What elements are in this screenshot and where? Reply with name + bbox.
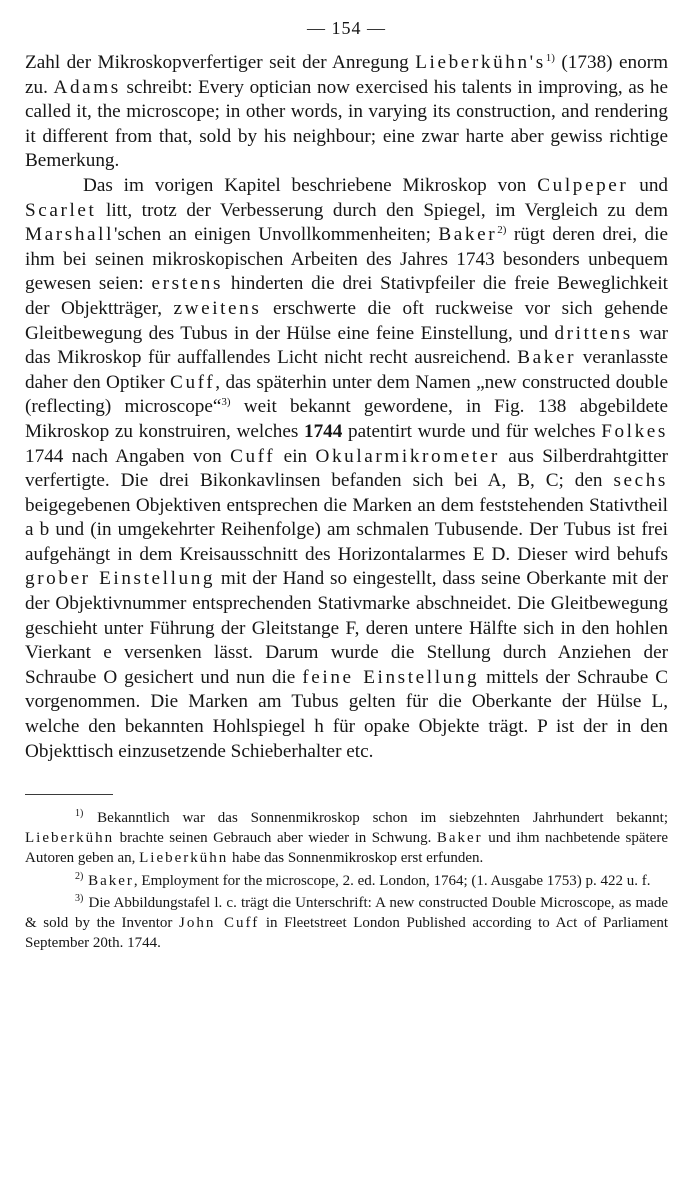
- footnote-3: [25, 894, 668, 953]
- document-page: [25, 18, 668, 957]
- footnote-marker: 2): [75, 870, 84, 882]
- footnote-1: [25, 809, 668, 868]
- bold-year: 1744: [303, 420, 343, 442]
- paragraph-2: [25, 174, 668, 764]
- text-run: , das späterhin unter dem Namen „new constructed double (reflecting) microscope“: [25, 371, 668, 418]
- footnote-ref-1: 1): [545, 52, 555, 64]
- footnote-ref-3: 3): [221, 396, 231, 409]
- person-name: Adams: [53, 76, 121, 98]
- person-name: Baker: [436, 830, 483, 847]
- text-run: und: [628, 174, 668, 196]
- person-name: John Cuff: [179, 915, 260, 932]
- footnote-marker: 3): [75, 893, 84, 905]
- emphasis: Okularmikrometer: [315, 445, 500, 467]
- emphasis: zweitens: [173, 297, 262, 319]
- text-run: , Employment for the microscope, 2. ed. London, 1764; (1. Ausgabe 1753) p. 422 u. f.: [133, 872, 651, 889]
- emphasis: erstens: [151, 273, 224, 295]
- person-name: Cuff: [170, 371, 216, 393]
- text-run: erschwerte die oft ruckweise vor sich gehende Gleitbewegung des Tubus in der Hülse eine feine Einstellung, und: [25, 297, 668, 344]
- text-run: war das Mikroskop für auffallendes Licht nicht recht ausreichend.: [25, 322, 668, 369]
- text-run: litt, trotz der Verbesserung durch den Spiegel, im Vergleich zu dem: [96, 199, 668, 221]
- person-name: Folkes: [601, 420, 668, 442]
- text-run: Das im vorigen Kapitel beschriebene Mikroskop von: [83, 174, 538, 196]
- text-run: (1738) enorm zu.: [25, 52, 668, 98]
- person-name: Baker: [517, 347, 577, 369]
- footnote-2: [25, 872, 668, 892]
- text-run: aus Silberdrahtgitter verfertigte. Die drei Bikonkavlinsen befanden sich bei A, B, C; den: [25, 445, 668, 492]
- text-run: weit bekannt gewordene, in Fig. 138 abgebildete Mikroskop zu konstruiren, welches: [25, 396, 669, 442]
- text-run: Zahl der Mikroskopverfertiger seit der Anregung: [25, 52, 416, 73]
- person-name: Baker: [88, 872, 134, 889]
- text-run: Die Abbildungstafel l. c. trägt die Unterschrift: A new constructed Double Microscope, as made & sold by the Inventor: [25, 895, 668, 932]
- emphasis: sechs: [613, 470, 668, 492]
- emphasis: drittens: [554, 322, 633, 344]
- main-text: [25, 51, 668, 764]
- paragraph-1: [25, 51, 668, 174]
- person-name: Culpeper: [537, 174, 629, 196]
- person-name: Baker: [438, 224, 498, 246]
- text-run: schreibt: Every optician now exercised his talents in improving, as he called it, the microscope; in other words, in varying its construction, and rendering it different from that, sold by his neighbour; eine zwar harte aber gewiss richtige Bemerkung.: [25, 76, 668, 172]
- footnotes: [25, 809, 668, 954]
- text-run: habe das Sonnenmikroskop erst erfunden.: [228, 849, 484, 866]
- person-name: Marshall: [25, 224, 115, 246]
- text-run: brachte seinen Gebrauch aber wieder in Schwung.: [114, 830, 437, 847]
- footnote-ref-2: 2): [497, 224, 507, 237]
- person-name: Lieberkühn: [25, 830, 115, 847]
- text-run: mit der Hand so eingestellt, dass seine Oberkante mit der der Objektivnummer entsprechenden Stativmarke abschneidet. Die Gleitbewegung geschieht unter Führung der Gleitstange F, deren untere Hälfte sich in den hohlen Vierkant e versenken lässt. Darum wurde die Stellung durch Anziehen der Schraube O gesichert und nun die: [25, 568, 669, 688]
- text-run: ein: [275, 445, 316, 467]
- text-run: rügt deren drei, die ihm bei seinen mikroskopischen Arbeiten des Jahres 1743 besonders unbequem gewesen seien:: [25, 224, 668, 295]
- text-run: 1744 nach Angaben von: [25, 445, 231, 467]
- footnote-divider: [25, 794, 113, 795]
- footnote-marker: 1): [75, 808, 84, 820]
- text-run: beigegebenen Objektiven entsprechen die Marken an dem feststehenden Stativtheil a b und (in umgekehrter Reihenfolge) am schmalen Tubusende. Der Tubus ist frei aufgehängt in dem Kreisausschnitt des Horizontalarmes E D. Dieser wird behufs: [25, 494, 668, 565]
- text-run: hinderten die drei Stativpfeiler die freie Beweglichkeit der Objektträger,: [25, 273, 668, 319]
- page-number: — 154 —: [307, 18, 386, 38]
- person-name: Scarlet: [25, 199, 97, 221]
- text-run: 'schen an einigen Unvollkommenheiten;: [114, 224, 439, 246]
- person-name: Cuff: [230, 445, 276, 467]
- emphasis: grober Einstellung: [25, 568, 216, 590]
- person-name: Lieberkühn's: [415, 52, 546, 73]
- text-run: patentirt wurde und für welches: [342, 420, 602, 442]
- person-name: Lieberkühn: [139, 849, 229, 866]
- text-run: veranlasste daher den Optiker: [25, 347, 668, 393]
- text-run: Bekanntlich war das Sonnenmikroskop schon im siebzehnten Jahrhundert bekannt;: [84, 810, 668, 827]
- text-run: und ihm nachbetende spätere Autoren geben an,: [25, 830, 668, 866]
- emphasis: feine Einstellung: [302, 666, 480, 688]
- text-run: mittels der Schraube C vorgenommen. Die Marken am Tubus gelten für die Oberkante der Hülse L, welche den bekannten Hohlspiegel h für opake Objekte trägt. P ist der in den Objekttisch einzusetzende Schieberhalter etc.: [25, 666, 668, 762]
- text-run: in Fleetstreet London Published according to Act of Parliament September 20th. 1744.: [25, 915, 668, 951]
